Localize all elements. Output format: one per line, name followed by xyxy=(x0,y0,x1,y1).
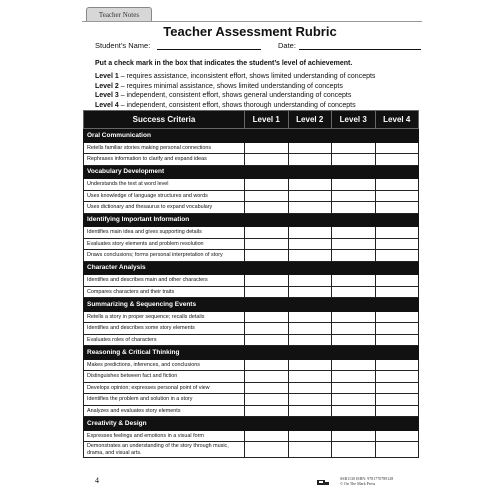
table-row xyxy=(84,250,419,262)
criteria-cell: Retells familiar stories making personal connections xyxy=(84,142,245,154)
level-3-checkbox[interactable] xyxy=(332,394,376,406)
teacher-notes-tab: Teacher Notes xyxy=(86,7,152,22)
table-row xyxy=(84,227,419,239)
level-3-checkbox[interactable] xyxy=(332,142,376,154)
level-2-checkbox[interactable] xyxy=(288,442,332,458)
header-level-1: Level 1 xyxy=(245,111,289,129)
header-level-4: Level 4 xyxy=(375,111,419,129)
level-1-checkbox[interactable] xyxy=(245,154,289,166)
section-level-cell xyxy=(288,213,332,227)
level-3-checkbox[interactable] xyxy=(332,442,376,458)
level-3-checkbox[interactable] xyxy=(332,202,376,214)
level-4-checkbox[interactable] xyxy=(375,227,419,239)
criteria-cell: Analyzes and evaluates story elements xyxy=(84,405,245,417)
table-row xyxy=(84,394,419,406)
table-row xyxy=(84,334,419,346)
level-1-checkbox[interactable] xyxy=(245,334,289,346)
level-3-checkbox[interactable] xyxy=(332,154,376,166)
criteria-cell: Compares characters and their traits xyxy=(84,286,245,298)
section-level-cell xyxy=(375,298,419,312)
level-2-checkbox[interactable] xyxy=(288,142,332,154)
section-level-cell xyxy=(245,213,289,227)
level-3-checkbox[interactable] xyxy=(332,286,376,298)
level-2-checkbox[interactable] xyxy=(288,275,332,287)
level-1-checkbox[interactable] xyxy=(245,405,289,417)
level-4-checkbox[interactable] xyxy=(375,179,419,191)
section-title: Creativity & Design xyxy=(84,417,245,431)
table-row xyxy=(84,202,419,214)
criteria-cell: Identifies the problem and solution in a story xyxy=(84,394,245,406)
section-title: Character Analysis xyxy=(84,261,245,275)
section-level-cell xyxy=(375,417,419,431)
section-level-cell xyxy=(288,165,332,179)
level-3-checkbox[interactable] xyxy=(332,323,376,335)
level-4-checkbox[interactable] xyxy=(375,250,419,262)
section-level-cell xyxy=(332,417,376,431)
publisher-info xyxy=(340,476,393,486)
criteria-cell: Evaluates roles of characters xyxy=(84,334,245,346)
level-4-checkbox[interactable] xyxy=(375,142,419,154)
header-rule xyxy=(82,21,422,22)
section-level-cell xyxy=(288,346,332,360)
level-2-checkbox[interactable] xyxy=(288,334,332,346)
criteria-cell: Makes predictions, inferences, and conclusions xyxy=(84,359,245,371)
section-level-cell xyxy=(245,165,289,179)
table-row xyxy=(84,405,419,417)
section-level-cell xyxy=(245,417,289,431)
level-1-checkbox[interactable] xyxy=(245,430,289,442)
section-level-cell xyxy=(288,298,332,312)
table-row xyxy=(84,142,419,154)
section-level-cell xyxy=(375,346,419,360)
level-2-checkbox[interactable] xyxy=(288,227,332,239)
level-3-checkbox[interactable] xyxy=(332,382,376,394)
section-level-cell xyxy=(245,346,289,360)
criteria-cell: Develops opinion; expresses personal point of view xyxy=(84,382,245,394)
publisher-logo-icon xyxy=(316,478,330,486)
table-row xyxy=(84,430,419,442)
criteria-cell: Demonstrates an understanding of the story through music, drama, and visual arts. xyxy=(84,442,245,458)
level-description: Level 3 – independent, consistent effort, shows general understanding of concepts xyxy=(95,92,352,99)
level-4-checkbox[interactable] xyxy=(375,202,419,214)
level-1-checkbox[interactable] xyxy=(245,190,289,202)
level-4-checkbox[interactable] xyxy=(375,323,419,335)
section-row xyxy=(84,261,419,275)
section-level-cell xyxy=(332,346,376,360)
level-2-checkbox[interactable] xyxy=(288,382,332,394)
isbn-line: SSR1130 ISBN: 9781770789128 xyxy=(340,476,394,481)
level-3-checkbox[interactable] xyxy=(332,371,376,383)
rubric-body xyxy=(84,129,419,458)
level-4-checkbox[interactable] xyxy=(375,405,419,417)
section-level-cell xyxy=(245,129,289,143)
level-description: Level 4 – independent, consistent effort, shows thorough understanding of concepts xyxy=(95,101,356,109)
section-level-cell xyxy=(288,417,332,431)
page-title: Teacher Assessment Rubric xyxy=(163,24,337,39)
criteria-cell: Identifies main idea and gives supporting details xyxy=(84,227,245,239)
level-4-checkbox[interactable] xyxy=(375,442,419,458)
level-2-checkbox[interactable] xyxy=(288,190,332,202)
section-level-cell xyxy=(332,129,376,143)
level-1-checkbox[interactable] xyxy=(245,311,289,323)
level-2-checkbox[interactable] xyxy=(288,202,332,214)
table-row xyxy=(84,311,419,323)
section-title: Oral Communication xyxy=(84,129,245,143)
level-4-checkbox[interactable] xyxy=(375,394,419,406)
criteria-cell: Evaluates story elements and problem resolution xyxy=(84,238,245,250)
criteria-cell: Expresses feelings and emotions in a visual form xyxy=(84,430,245,442)
date-line[interactable] xyxy=(299,49,421,50)
section-row xyxy=(84,298,419,312)
table-row xyxy=(84,275,419,287)
section-level-cell xyxy=(332,165,376,179)
level-1-checkbox[interactable] xyxy=(245,250,289,262)
section-level-cell xyxy=(375,129,419,143)
level-4-checkbox[interactable] xyxy=(375,311,419,323)
level-3-checkbox[interactable] xyxy=(332,190,376,202)
section-level-cell xyxy=(332,261,376,275)
section-title: Vocabulary Development xyxy=(84,165,245,179)
level-1-checkbox[interactable] xyxy=(245,394,289,406)
level-2-checkbox[interactable] xyxy=(288,323,332,335)
criteria-cell: Draws conclusions; forms personal interpretation of story xyxy=(84,250,245,262)
section-title: Identifying Important Information xyxy=(84,213,245,227)
level-description: Level 2 – requires minimal assistance, shows limited understanding of concepts xyxy=(95,82,343,90)
section-level-cell xyxy=(288,261,332,275)
copyright-line: © On The Mark Press xyxy=(340,481,376,486)
table-header-row xyxy=(84,111,419,129)
criteria-cell: Understands the text at word level xyxy=(84,179,245,191)
header-success-criteria: Success Criteria xyxy=(84,111,245,129)
level-4-checkbox[interactable] xyxy=(375,371,419,383)
criteria-cell: Identifies and describes some story elements xyxy=(84,323,245,335)
level-4-checkbox[interactable] xyxy=(375,286,419,298)
level-2-checkbox[interactable] xyxy=(288,154,332,166)
level-1-checkbox[interactable] xyxy=(245,275,289,287)
section-level-cell xyxy=(375,165,419,179)
level-4-checkbox[interactable] xyxy=(375,334,419,346)
level-1-checkbox[interactable] xyxy=(245,382,289,394)
level-descriptions xyxy=(95,72,375,110)
level-3-checkbox[interactable] xyxy=(332,238,376,250)
level-4-checkbox[interactable] xyxy=(375,382,419,394)
level-3-checkbox[interactable] xyxy=(332,311,376,323)
level-3-checkbox[interactable] xyxy=(332,430,376,442)
level-3-checkbox[interactable] xyxy=(332,227,376,239)
level-2-checkbox[interactable] xyxy=(288,286,332,298)
level-3-checkbox[interactable] xyxy=(332,250,376,262)
table-row xyxy=(84,286,419,298)
level-1-checkbox[interactable] xyxy=(245,227,289,239)
level-3-checkbox[interactable] xyxy=(332,405,376,417)
section-level-cell xyxy=(332,213,376,227)
table-row xyxy=(84,154,419,166)
level-4-checkbox[interactable] xyxy=(375,430,419,442)
level-2-checkbox[interactable] xyxy=(288,359,332,371)
level-2-checkbox[interactable] xyxy=(288,371,332,383)
level-2-checkbox[interactable] xyxy=(288,405,332,417)
level-2-checkbox[interactable] xyxy=(288,250,332,262)
criteria-cell: Uses dictionary and thesaurus to expand vocabulary xyxy=(84,202,245,214)
section-level-cell xyxy=(245,298,289,312)
level-4-checkbox[interactable] xyxy=(375,154,419,166)
table-row xyxy=(84,359,419,371)
section-level-cell xyxy=(375,261,419,275)
table-row xyxy=(84,442,419,458)
criteria-cell: Retells a story in proper sequence; recalls details xyxy=(84,311,245,323)
section-row xyxy=(84,165,419,179)
level-1-checkbox[interactable] xyxy=(245,442,289,458)
level-1-checkbox[interactable] xyxy=(245,323,289,335)
level-1-checkbox[interactable] xyxy=(245,359,289,371)
level-2-checkbox[interactable] xyxy=(288,394,332,406)
level-1-checkbox[interactable] xyxy=(245,179,289,191)
section-level-cell xyxy=(332,298,376,312)
level-2-checkbox[interactable] xyxy=(288,430,332,442)
section-level-cell xyxy=(288,129,332,143)
criteria-cell: Identifies and describes main and other characters xyxy=(84,275,245,287)
section-row xyxy=(84,346,419,360)
level-4-checkbox[interactable] xyxy=(375,238,419,250)
header-level-3: Level 3 xyxy=(332,111,376,129)
page-number: 4 xyxy=(95,476,99,485)
criteria-cell: Distinguishes between fact and fiction xyxy=(84,371,245,383)
table-row xyxy=(84,371,419,383)
level-2-checkbox[interactable] xyxy=(288,238,332,250)
level-3-checkbox[interactable] xyxy=(332,179,376,191)
level-4-checkbox[interactable] xyxy=(375,275,419,287)
table-row xyxy=(84,190,419,202)
level-1-checkbox[interactable] xyxy=(245,202,289,214)
student-name-line[interactable] xyxy=(157,49,261,50)
level-3-checkbox[interactable] xyxy=(332,275,376,287)
date-label: Date: xyxy=(278,41,296,50)
section-row xyxy=(84,213,419,227)
section-level-cell xyxy=(375,213,419,227)
level-2-checkbox[interactable] xyxy=(288,311,332,323)
level-4-checkbox[interactable] xyxy=(375,190,419,202)
table-row xyxy=(84,179,419,191)
header-level-2: Level 2 xyxy=(288,111,332,129)
level-3-checkbox[interactable] xyxy=(332,334,376,346)
section-level-cell xyxy=(245,261,289,275)
level-3-checkbox[interactable] xyxy=(332,359,376,371)
level-1-checkbox[interactable] xyxy=(245,371,289,383)
section-row xyxy=(84,417,419,431)
level-1-checkbox[interactable] xyxy=(245,142,289,154)
rubric-table xyxy=(83,110,419,458)
level-2-checkbox[interactable] xyxy=(288,179,332,191)
table-row xyxy=(84,323,419,335)
table-row xyxy=(84,382,419,394)
section-title: Reasoning & Critical Thinking xyxy=(84,346,245,360)
student-name-label: Student’s Name: xyxy=(95,41,151,50)
criteria-cell: Uses knowledge of language structures and words xyxy=(84,190,245,202)
level-4-checkbox[interactable] xyxy=(375,359,419,371)
criteria-cell: Rephrases information to clarify and expand ideas xyxy=(84,154,245,166)
instruction-text: Put a check mark in the box that indicates the student’s level of achievement. xyxy=(95,60,353,67)
table-row xyxy=(84,238,419,250)
section-row xyxy=(84,129,419,143)
level-1-checkbox[interactable] xyxy=(245,238,289,250)
section-title: Summarizing & Sequencing Events xyxy=(84,298,245,312)
level-description: Level 1 – requires assistance, inconsistent effort, shows limited understanding of concepts xyxy=(95,73,376,80)
level-1-checkbox[interactable] xyxy=(245,286,289,298)
